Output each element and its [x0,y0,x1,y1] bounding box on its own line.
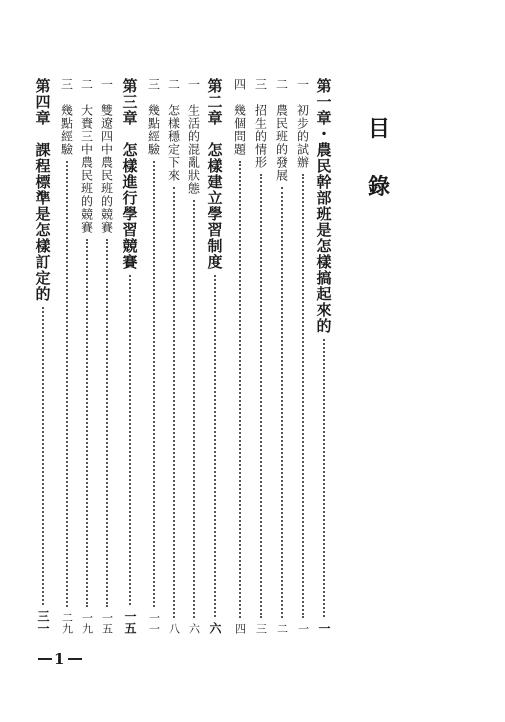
toc-entry-page: 六 [187,623,201,634]
page-number-value: 1 [54,650,67,668]
toc-entry-label: 第一章・農民幹部班是怎樣搞起來的 [314,78,333,334]
toc-entry-label: 第三章 怎樣進行學習競賽 [120,78,139,270]
toc-entry-section[interactable] [184,78,204,634]
dash-right [68,658,82,660]
toc-entry-section[interactable] [57,78,77,634]
leader-dots [173,187,175,618]
toc-entry-label: 一 初步的試辦 [295,78,310,169]
toc-entry-page: 二九 [60,612,74,634]
toc-entry-label: 第四章 課程標準是怎樣訂定的 [33,78,52,302]
leader-dots [214,275,216,617]
toc-entry-label: 三 幾點經驗 [59,78,74,156]
toc-entry-page: 一五 [123,610,137,634]
toc-entry-section[interactable] [97,78,117,634]
toc-entry-chapter-2[interactable] [203,78,227,634]
leader-dots [302,174,304,618]
toc-entry-section[interactable] [251,78,271,634]
toc-entry-page: 三 [254,623,268,634]
toc-entry-section[interactable] [272,78,292,634]
toc-entry-label: 一 雙遼四中農民班的競賽 [99,78,114,234]
dash-left [38,658,52,660]
leader-dots [323,339,325,617]
toc-entry-chapter-3[interactable] [118,78,142,634]
toc-entry-page: 一五 [100,612,114,634]
toc-entry-page: 六 [208,622,222,634]
toc-entry-label: 四 幾個問題 [232,78,247,156]
toc-entry-page: 一一 [147,612,161,634]
toc-entry-chapter-1[interactable] [312,78,336,634]
toc-entry-page: 四 [233,623,247,634]
toc-entry-page: 一 [296,623,310,634]
leader-dots [86,239,88,607]
leader-dots [129,275,131,605]
toc-entry-page: 一 [317,622,331,634]
toc-title-char-1: 目 [367,116,390,142]
toc-entry-chapter-4[interactable] [31,78,55,634]
toc-entry-label: 一 生活的混亂狀態 [186,78,201,195]
toc-entry-section[interactable] [144,78,164,634]
toc-entry-label: 三 招生的情形 [253,78,268,169]
page-number [38,650,82,668]
toc-entry-section[interactable] [77,78,97,634]
toc-entry-section[interactable] [230,78,250,634]
leader-dots [153,161,155,607]
leader-dots [193,200,195,618]
toc-entry-label: 二 大賚三中農民班的競賽 [79,78,94,234]
toc-entry-label: 二 農民班的發展 [274,78,289,182]
toc-entry-page: 一九 [80,612,94,634]
toc-entry-label: 第二章 怎樣建立學習制度 [205,78,224,270]
leader-dots [66,161,68,607]
toc-entry-label: 二 怎樣穩定下來 [166,78,181,182]
toc-entry-page: 二 [275,623,289,634]
toc-entry-label: 三 幾點經驗 [146,78,161,156]
leader-dots [42,307,44,605]
toc-title-char-2: 錄 [367,174,390,200]
leader-dots [106,239,108,607]
toc-entry-page: 八 [167,623,181,634]
toc-entry-section[interactable] [293,78,313,634]
leader-dots [281,187,283,618]
toc-entry-section[interactable] [164,78,184,634]
toc-title [364,118,394,198]
toc-entry-page: 三一 [36,610,50,634]
leader-dots [260,174,262,618]
leader-dots [239,161,241,618]
